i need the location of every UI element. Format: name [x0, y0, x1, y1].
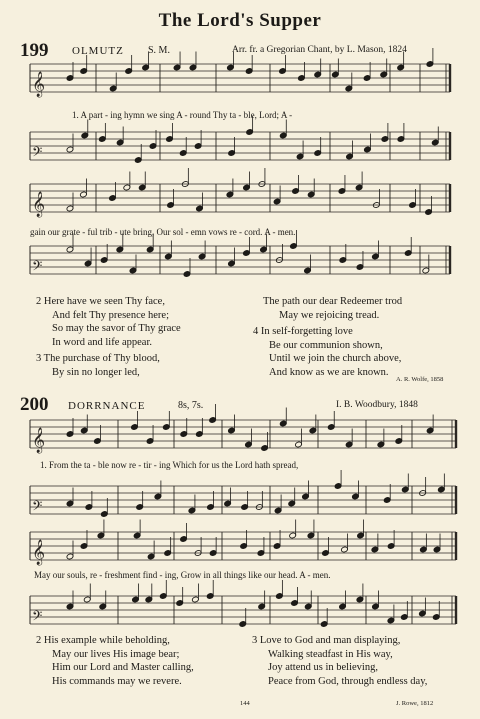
bass-clef-icon: 𝄢	[32, 608, 43, 627]
composer-credit: Arr. fr. a Gregorian Chant, by L. Mason, 1824	[232, 45, 407, 55]
verse-line: His commands may we revere.	[52, 675, 182, 687]
verse	[36, 634, 194, 688]
bass-clef-icon: 𝄢	[32, 258, 43, 277]
verse-line: And know as we are known.	[269, 366, 389, 378]
verse-line: May we rejoicing tread.	[279, 309, 380, 321]
verse-line: Peace from God, through endless day,	[268, 675, 428, 687]
verse-line: Him our Lord and Master calling,	[52, 662, 194, 673]
tune-name: DORRNANCE	[68, 400, 146, 412]
page-title: The Lord's Supper	[158, 10, 322, 31]
hymn-number: 199	[20, 40, 49, 61]
lyrics-line: 1. A part - ing hymn we sing A - round Thy ta - ble, Lord; A -	[72, 110, 293, 120]
lyrics-line: gain our grate - ful trib - ute bring, Our sol - emn vows re - cord. A - men.	[30, 227, 296, 237]
verse-line: In word and life appear.	[52, 336, 153, 348]
meter: 8s, 7s.	[178, 400, 204, 411]
verse-line: Until we join the church above,	[269, 353, 402, 364]
bass-clef-icon: 𝄢	[32, 498, 43, 517]
verse-line: So may the savor of Thy grace	[52, 323, 181, 334]
verse-line: And felt Thy presence here;	[52, 309, 170, 321]
treble-clef-icon: 𝄞	[32, 428, 46, 453]
verse-line: Be our communion shown,	[269, 339, 383, 351]
lyrics-line: May our souls, re - freshment find - ing, Grow in all things like our head. A - men.	[34, 570, 331, 580]
author-credit: J. Rowe, 1812	[396, 700, 434, 707]
lyrics-line: 1. From the ta - ble now re - tir - ing Which for us the Lord hath spread,	[40, 460, 299, 470]
verse-line: Joy attend us in believing,	[268, 662, 378, 673]
verse-line: The path our dear Redeemer trod	[263, 296, 403, 307]
verse-line: May our lives His image bear;	[52, 648, 180, 660]
composer-credit: I. B. Woodbury, 1848	[336, 400, 418, 410]
verse-line: 3 The purchase of Thy blood,	[36, 353, 160, 364]
hymn-number: 200	[20, 394, 49, 415]
treble-clef-icon: 𝄞	[32, 540, 46, 565]
treble-clef-icon: 𝄞	[32, 192, 46, 217]
bass-clef-icon: 𝄢	[32, 144, 43, 163]
verse-line: 4 In self-forgetting love	[253, 326, 353, 337]
verse	[252, 634, 427, 688]
verse-line: 3 Love to God and man displaying,	[252, 635, 401, 646]
page-number: 144	[240, 700, 250, 707]
verse-line: 2 His example while beholding,	[36, 635, 170, 646]
author-credit: A. R. Wolfe, 1858	[396, 376, 444, 383]
verse-line: By sin no longer led,	[52, 366, 140, 378]
verse-line: 2 Here have we seen Thy face,	[36, 296, 165, 307]
meter: S. M.	[148, 45, 170, 56]
verse-line: Walking steadfast in His way,	[268, 648, 393, 660]
treble-clef-icon: 𝄞	[32, 72, 46, 97]
tune-name: OLMUTZ	[72, 45, 124, 57]
